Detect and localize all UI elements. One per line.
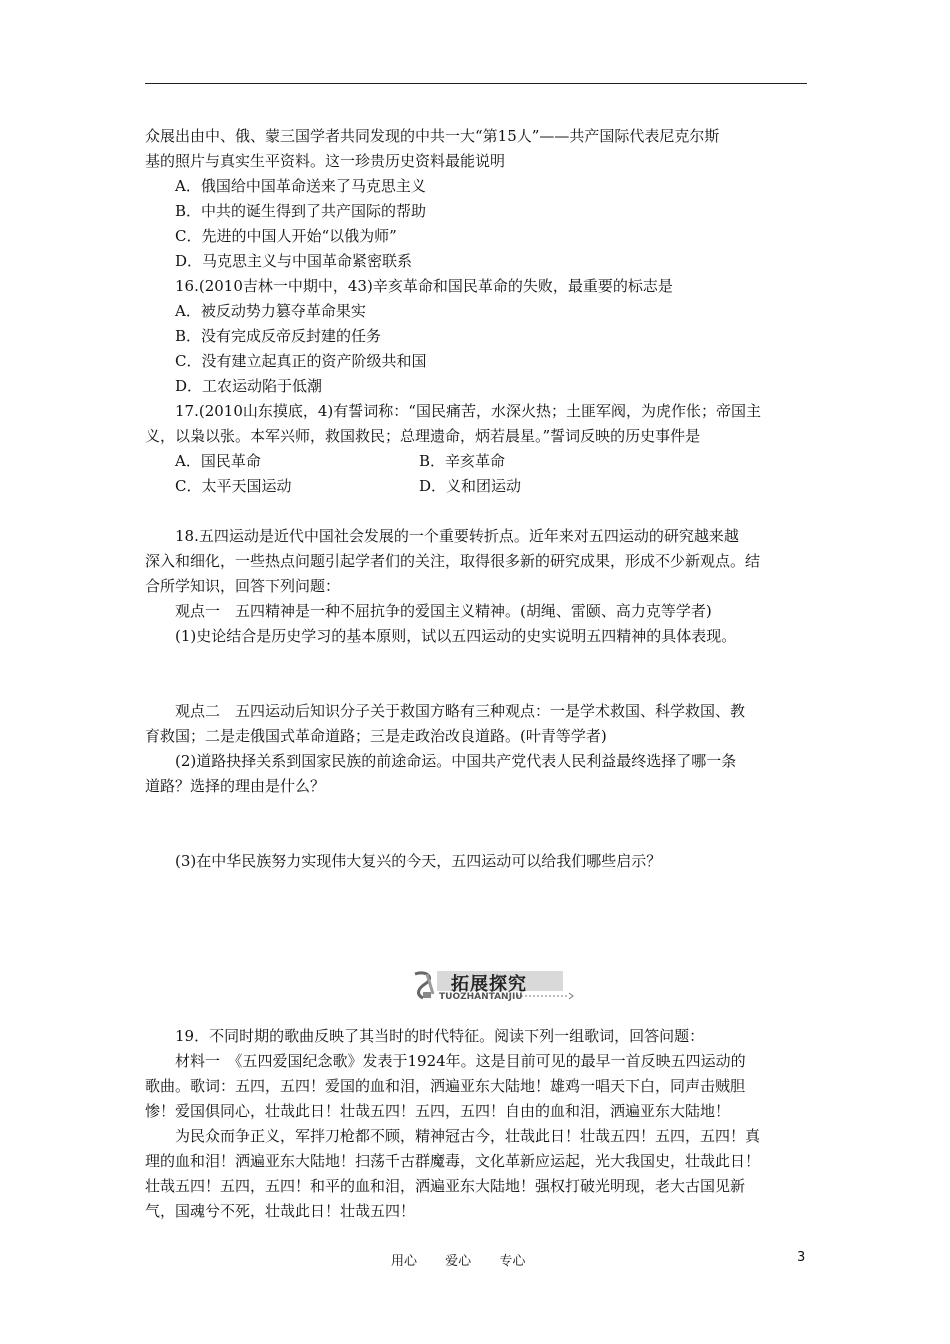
q16-option-c: C．没有建立起真正的资产阶级共和国 xyxy=(175,352,427,370)
q16-option-b: B．没有完成反帝反封建的任务 xyxy=(175,327,382,345)
q18-line-2: 深入和细化，一些热点问题引起学者们的关注，取得很多新的研究成果，形成不少新观点。结 xyxy=(145,552,761,570)
footer-motto xyxy=(391,1250,549,1269)
material-1-line-7: 气，国魂兮不死，壮哉此日！壮哉五四！ xyxy=(145,1202,416,1220)
q17-stem-2: 义，以枭以张。本军兴师，救国救民；总理遗命，炳若晨星。”誓词反映的历史事件是 xyxy=(145,427,701,445)
banner-title: 拓展探究 xyxy=(451,974,527,995)
banner-subtitle: TUOZHANTANJIU xyxy=(439,992,523,1002)
material-1-line-5: 理的血和泪！洒遍亚东大陆地！扫荡千古群魔毒，文化革新应运起，光大我国史，壮哉此日！ xyxy=(145,1152,761,1170)
q18-view-2-line-1: 观点二 五四运动后知识分子关于救国方略有三种观点：一是学术救国、科学救国、教 xyxy=(175,702,746,720)
q19-stem: 19．不同时期的歌曲反映了其当时的时代特征。阅读下列一组歌词，回答问题： xyxy=(175,1027,705,1045)
q18-line-1: 18.五四运动是近代中国社会发展的一个重要转折点。近年来对五四运动的研究越来越 xyxy=(175,527,739,545)
q15-option-a: A．俄国给中国革命送来了马克思主义 xyxy=(175,177,426,195)
q18-line-3: 合所学知识，回答下列问题： xyxy=(145,577,341,595)
q17-stem-1: 17.(2010山东摸底，4)有誓词称：“国民痛苦，水深火热；土匪军阀，为虎作伥；帝国主 xyxy=(175,402,761,420)
q15-option-b: B．中共的诞生得到了共产国际的帮助 xyxy=(175,202,427,220)
q17-option-c: C．太平天国运动 xyxy=(175,477,292,495)
q16-option-a: A．被反动势力篡夺革命果实 xyxy=(175,302,366,320)
footer-motto-2: 爱心 xyxy=(445,1254,472,1269)
q19-section xyxy=(145,1024,809,1224)
material-1-line-4: 为民众而争正义，军拌刀枪都不顾，精神冠古今，壮哉此日！壮哉五四！五四，五四！真 xyxy=(175,1127,761,1145)
q15-option-d: D．马克思主义与中国革命紧密联系 xyxy=(175,252,413,270)
q16-option-d: D．工农运动陷于低潮 xyxy=(175,377,323,395)
q18-sub-1: (1)史论结合是历史学习的基本原则，试以五四运动的史实说明五四精神的具体表现。 xyxy=(175,627,737,645)
q17-options-row-1 xyxy=(145,449,809,474)
q15-line-1: 众展出由中、俄、蒙三国学者共同发现的中共一大“第15人”——共产国际代表尼克尔斯 xyxy=(145,127,720,145)
material-1-line-1: 材料一 《五四爱国纪念歌》发表于1924年。这是目前可见的最早一首反映五四运动的 xyxy=(175,1052,746,1070)
q17-options-row-2 xyxy=(145,474,809,499)
q15-option-c: C．先进的中国人开始“以俄为师” xyxy=(175,227,397,245)
q18-view-1: 观点一 五四精神是一种不屈抗争的爱国主义精神。(胡绳、雷颐、高力克等学者) xyxy=(175,602,712,620)
material-1-line-2: 歌曲。歌词：五四，五四！爱国的血和泪，洒遍亚东大陆地！雄鸡一唱天下白，同声击贼胆 xyxy=(145,1077,746,1095)
q17-option-a: A．国民革命 xyxy=(175,452,261,470)
q17-option-d: D．义和团运动 xyxy=(419,477,522,495)
material-1-line-3: 惨！爱国俱同心，壮哉此日！壮哉五四！五四，五四！自由的血和泪，洒遍亚东大陆地！ xyxy=(145,1102,731,1120)
footer-motto-1: 用心 xyxy=(391,1254,418,1269)
q18-sub-2-line-2: 道路？选择的理由是什么？ xyxy=(145,777,326,795)
q18-view-2-line-2: 育救国；二是走俄国式革命道路；三是走政治改良道路。(叶青等学者) xyxy=(145,727,607,745)
q15-line-2: 基的照片与真实生平资料。这一珍贵历史资料最能说明 xyxy=(145,152,506,170)
page-content xyxy=(145,124,809,874)
section-banner xyxy=(409,968,575,1004)
q16-stem: 16.(2010吉林一中期中，43)辛亥革命和国民革命的失败，最重要的标志是 xyxy=(175,277,673,295)
page-number: 3 xyxy=(797,1250,806,1265)
footer-motto-3: 专心 xyxy=(499,1254,526,1269)
q17-option-b: B．辛亥革命 xyxy=(419,452,506,470)
q18-sub-3: (3)在中华民族努力实现伟大复兴的今天，五四运动可以给我们哪些启示？ xyxy=(175,852,662,870)
material-1-line-6: 壮哉五四！五四，五四！和平的血和泪，洒遍亚东大陆地！强权打破光明现，老大古国见新 xyxy=(145,1177,746,1195)
header-rule xyxy=(145,83,807,84)
q18-sub-2-line-1: (2)道路抉择关系到国家民族的前途命运。中国共产党代表人民利益最终选择了哪一条 xyxy=(175,752,737,770)
